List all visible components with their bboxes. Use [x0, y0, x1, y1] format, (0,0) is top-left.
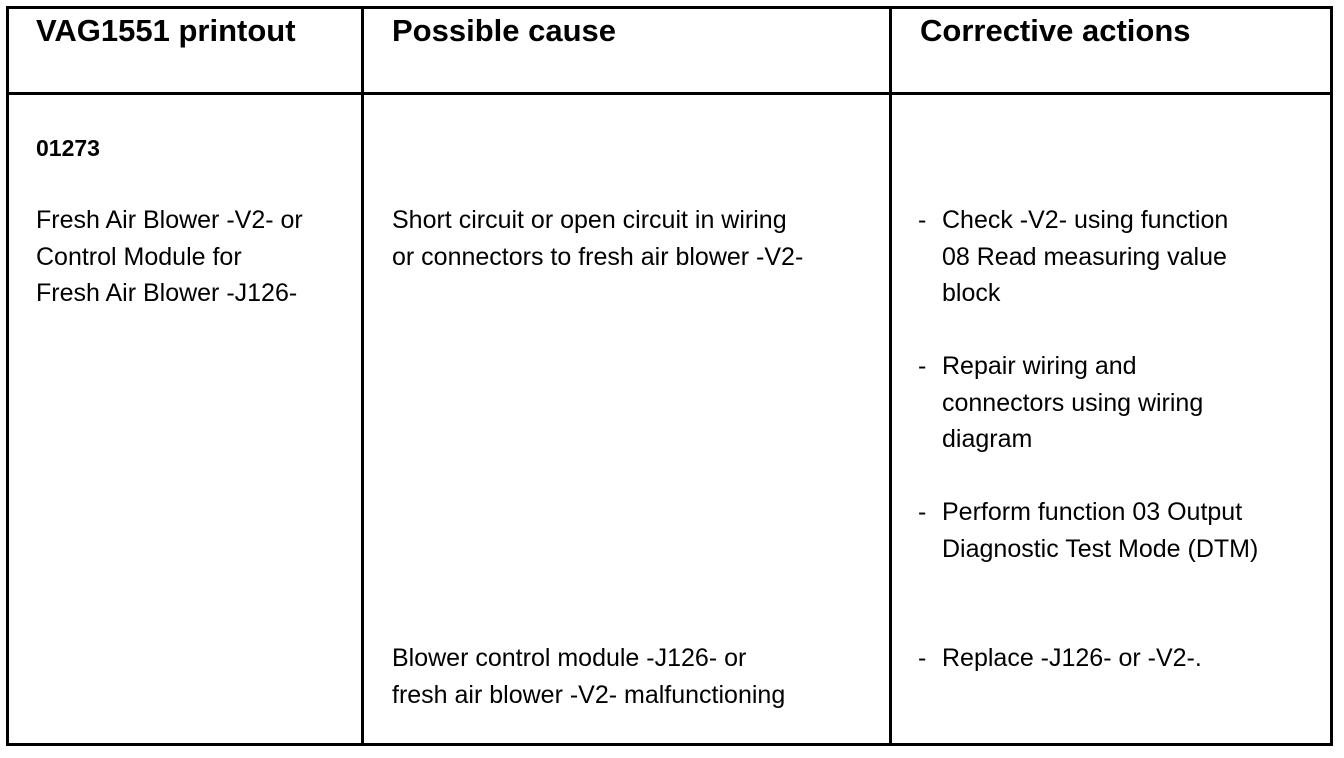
action-line: Diagnostic Test Mode (DTM): [942, 534, 1259, 563]
action-line: Replace -J126- or -V2-.: [942, 644, 1202, 672]
bullet-dash: -: [918, 352, 927, 380]
action-line: Check -V2- using function: [942, 206, 1229, 234]
cause-line: or connectors to fresh air blower -V2-: [392, 242, 804, 271]
action-line: 08 Read measuring value: [942, 242, 1227, 271]
bullet-dash: -: [918, 644, 927, 672]
fault-description-line: Fresh Air Blower -V2- or: [36, 206, 303, 234]
header-divider: [6, 92, 1333, 95]
cause-line: fresh air blower -V2- malfunctioning: [392, 680, 786, 709]
corrective-action-3: [918, 494, 1258, 567]
header-printout: VAG1551 printout: [36, 13, 296, 48]
action-line: connectors using wiring: [942, 388, 1204, 417]
cause-line: Blower control module -J126- or: [392, 644, 747, 672]
possible-cause-1: [392, 202, 803, 275]
cause-line: Short circuit or open circuit in wiring: [392, 206, 787, 234]
action-line: Repair wiring and: [942, 352, 1137, 380]
corrective-action-2: [918, 348, 1203, 458]
fault-code: 01273: [36, 135, 100, 161]
corrective-action-1: [918, 202, 1228, 312]
action-line: block: [942, 279, 1001, 307]
action-line: Perform function 03 Output: [942, 498, 1243, 526]
fault-description-line: Fresh Air Blower -J126-: [36, 279, 298, 307]
action-line: diagram: [942, 425, 1033, 453]
fault-description: [36, 202, 303, 312]
bullet-dash: -: [918, 498, 927, 526]
header-possible-cause: Possible cause: [392, 13, 617, 48]
bullet-dash: -: [918, 206, 927, 234]
column-divider-1: [361, 6, 364, 746]
fault-description-line: Control Module for: [36, 242, 242, 271]
corrective-action-4: [918, 640, 1202, 677]
column-divider-2: [889, 6, 892, 746]
possible-cause-2: [392, 640, 785, 713]
header-corrective-actions: Corrective actions: [920, 13, 1191, 48]
